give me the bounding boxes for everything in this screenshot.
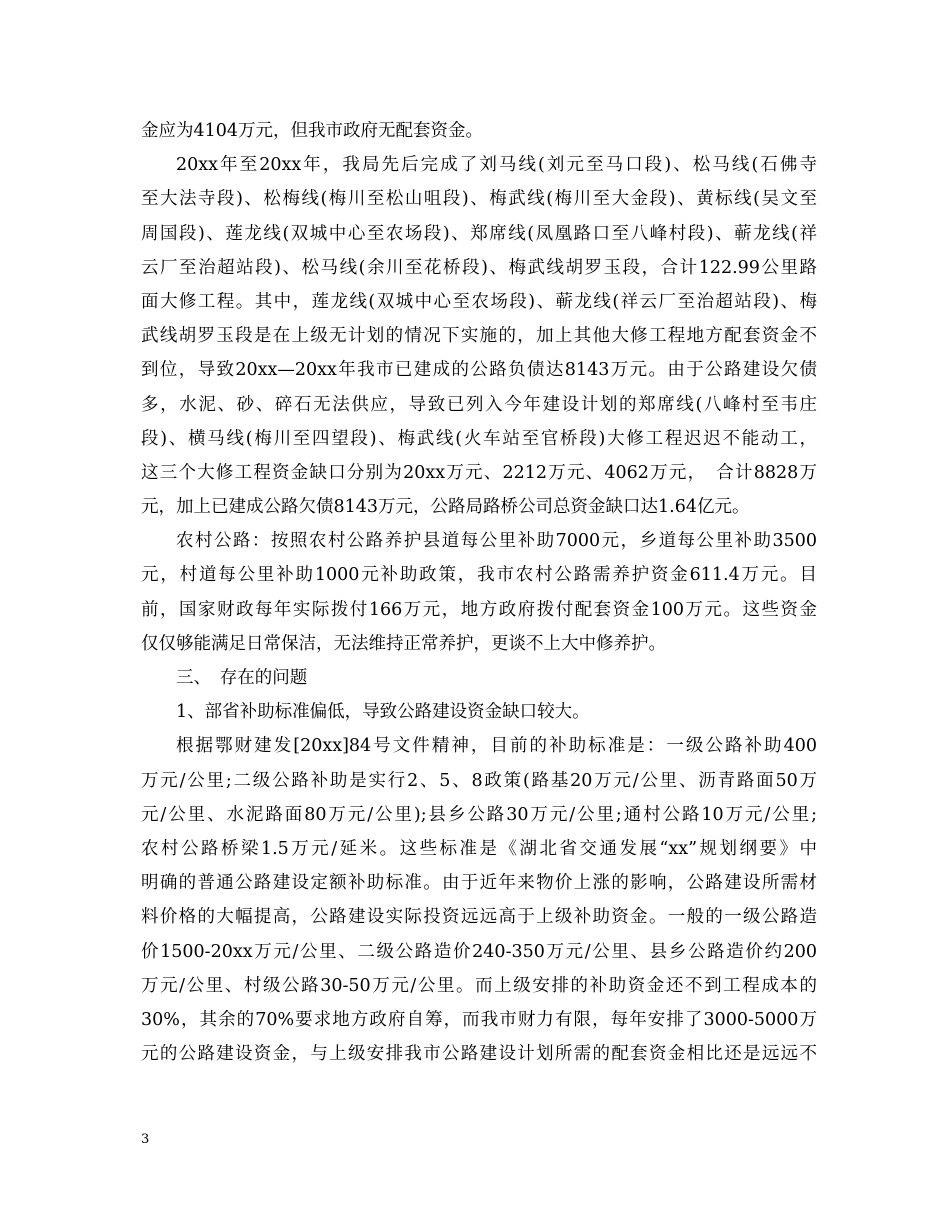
text-line: 元/公里、水泥路面80万元/公里);县乡公路30万元/公里;通村公路10万元/公里; xyxy=(141,804,817,825)
text-line: 段)、横马线(梅川至四望段)、梅武线(火车站至官桥段)大修工程迟迟不能动工， xyxy=(141,428,817,449)
text-line: 至大法寺段)、松梅线(梅川至松山咀段)、梅武线(梅川至大金段)、黄标线(吴文至 xyxy=(141,189,817,210)
text-line: 农村公路桥梁1.5万元/延米。这些标准是《湖北省交通发展“xx”规划纲要》中 xyxy=(141,838,817,859)
text-line: 元的公路建设资金，与上级安排我市公路建设计划所需的配套资金相比还是远远不 xyxy=(141,1044,817,1065)
text-line: 周国段)、莲龙线(双城中心至农场段)、郑席线(凤凰路口至八峰村段)、蕲龙线(祥 xyxy=(141,223,817,244)
text-line: 前，国家财政每年实际拨付166万元，地方政府拨付配套资金100万元。这些资金 xyxy=(141,599,817,620)
text-line: 面大修工程。其中，莲龙线(双城中心至农场段)、蕲龙线(祥云厂至治超站段)、梅 xyxy=(141,291,817,312)
text-line: 三、 存在的问题 xyxy=(176,668,308,688)
text-line: 根据鄂财建发[20xx]84号文件精神，目前的补助标准是：一级公路补助400 xyxy=(176,736,817,757)
text-line: 万元/公里;二级公路补助是实行2、5、8政策(路基20万元/公里、沥青路面50万 xyxy=(141,770,817,791)
text-line: 这三个大修工程资金缺口分别为20xx万元、2212万元、4062万元， 合计8828万 xyxy=(141,462,817,483)
page-number: 3 xyxy=(141,1132,150,1147)
text-line: 多，水泥、砂、碎石无法供应，导致已列入今年建设计划的郑席线(八峰村至韦庄 xyxy=(141,394,817,415)
text-line: 价1500-20xx万元/公里、二级公路造价240-350万元/公里、县乡公路造价约200 xyxy=(141,941,817,962)
text-line: 料价格的大幅提高，公路建设实际投资远远高于上级补助资金。一般的一级公路造 xyxy=(141,907,817,928)
text-line: 农村公路：按照农村公路养护县道每公里补助7000元，乡道每公里补助3500 xyxy=(176,531,817,552)
text-line: 仅仅够能满足日常保洁，无法维持正常养护，更谈不上大中修养护。 xyxy=(141,633,666,654)
text-line: 1、部省补助标准偏低，导致公路建设资金缺口较大。 xyxy=(176,702,590,723)
text-line: 万元/公里、村级公路30-50万元/公里。而上级安排的补助资金还不到工程成本的 xyxy=(141,975,817,996)
text-line: 元，村道每公里补助1000元补助政策，我市农村公路需养护资金611.4万元。目 xyxy=(141,565,817,586)
text-line: 云厂至治超站段)、松马线(余川至花桥段)、梅武线胡罗玉段，合计122.99公里路 xyxy=(141,257,817,278)
text-line: 元，加上已建成公路欠债8143万元，公路局路桥公司总资金缺口达1.64亿元。 xyxy=(141,497,750,518)
text-line: 30%，其余的70%要求地方政府自筹，而我市财力有限，每年安排了3000-5000万 xyxy=(141,1009,817,1030)
body-text xyxy=(141,114,817,1071)
text-line: 金应为4104万元，但我市政府无配套资金。 xyxy=(141,121,484,141)
text-line: 到位，导致20xx—20xx年我市已建成的公路负债达8143万元。由于公路建设欠债 xyxy=(141,360,817,381)
text-line: 20xx年至20xx年，我局先后完成了刘马线(刘元至马口段)、松马线(石佛寺 xyxy=(176,155,817,176)
text-line: 武线胡罗玉段是在上级无计划的情况下实施的，加上其他大修工程地方配套资金不 xyxy=(141,326,817,347)
text-line: 明确的普通公路建设定额补助标准。由于近年来物价上涨的影响，公路建设所需材 xyxy=(141,873,817,894)
